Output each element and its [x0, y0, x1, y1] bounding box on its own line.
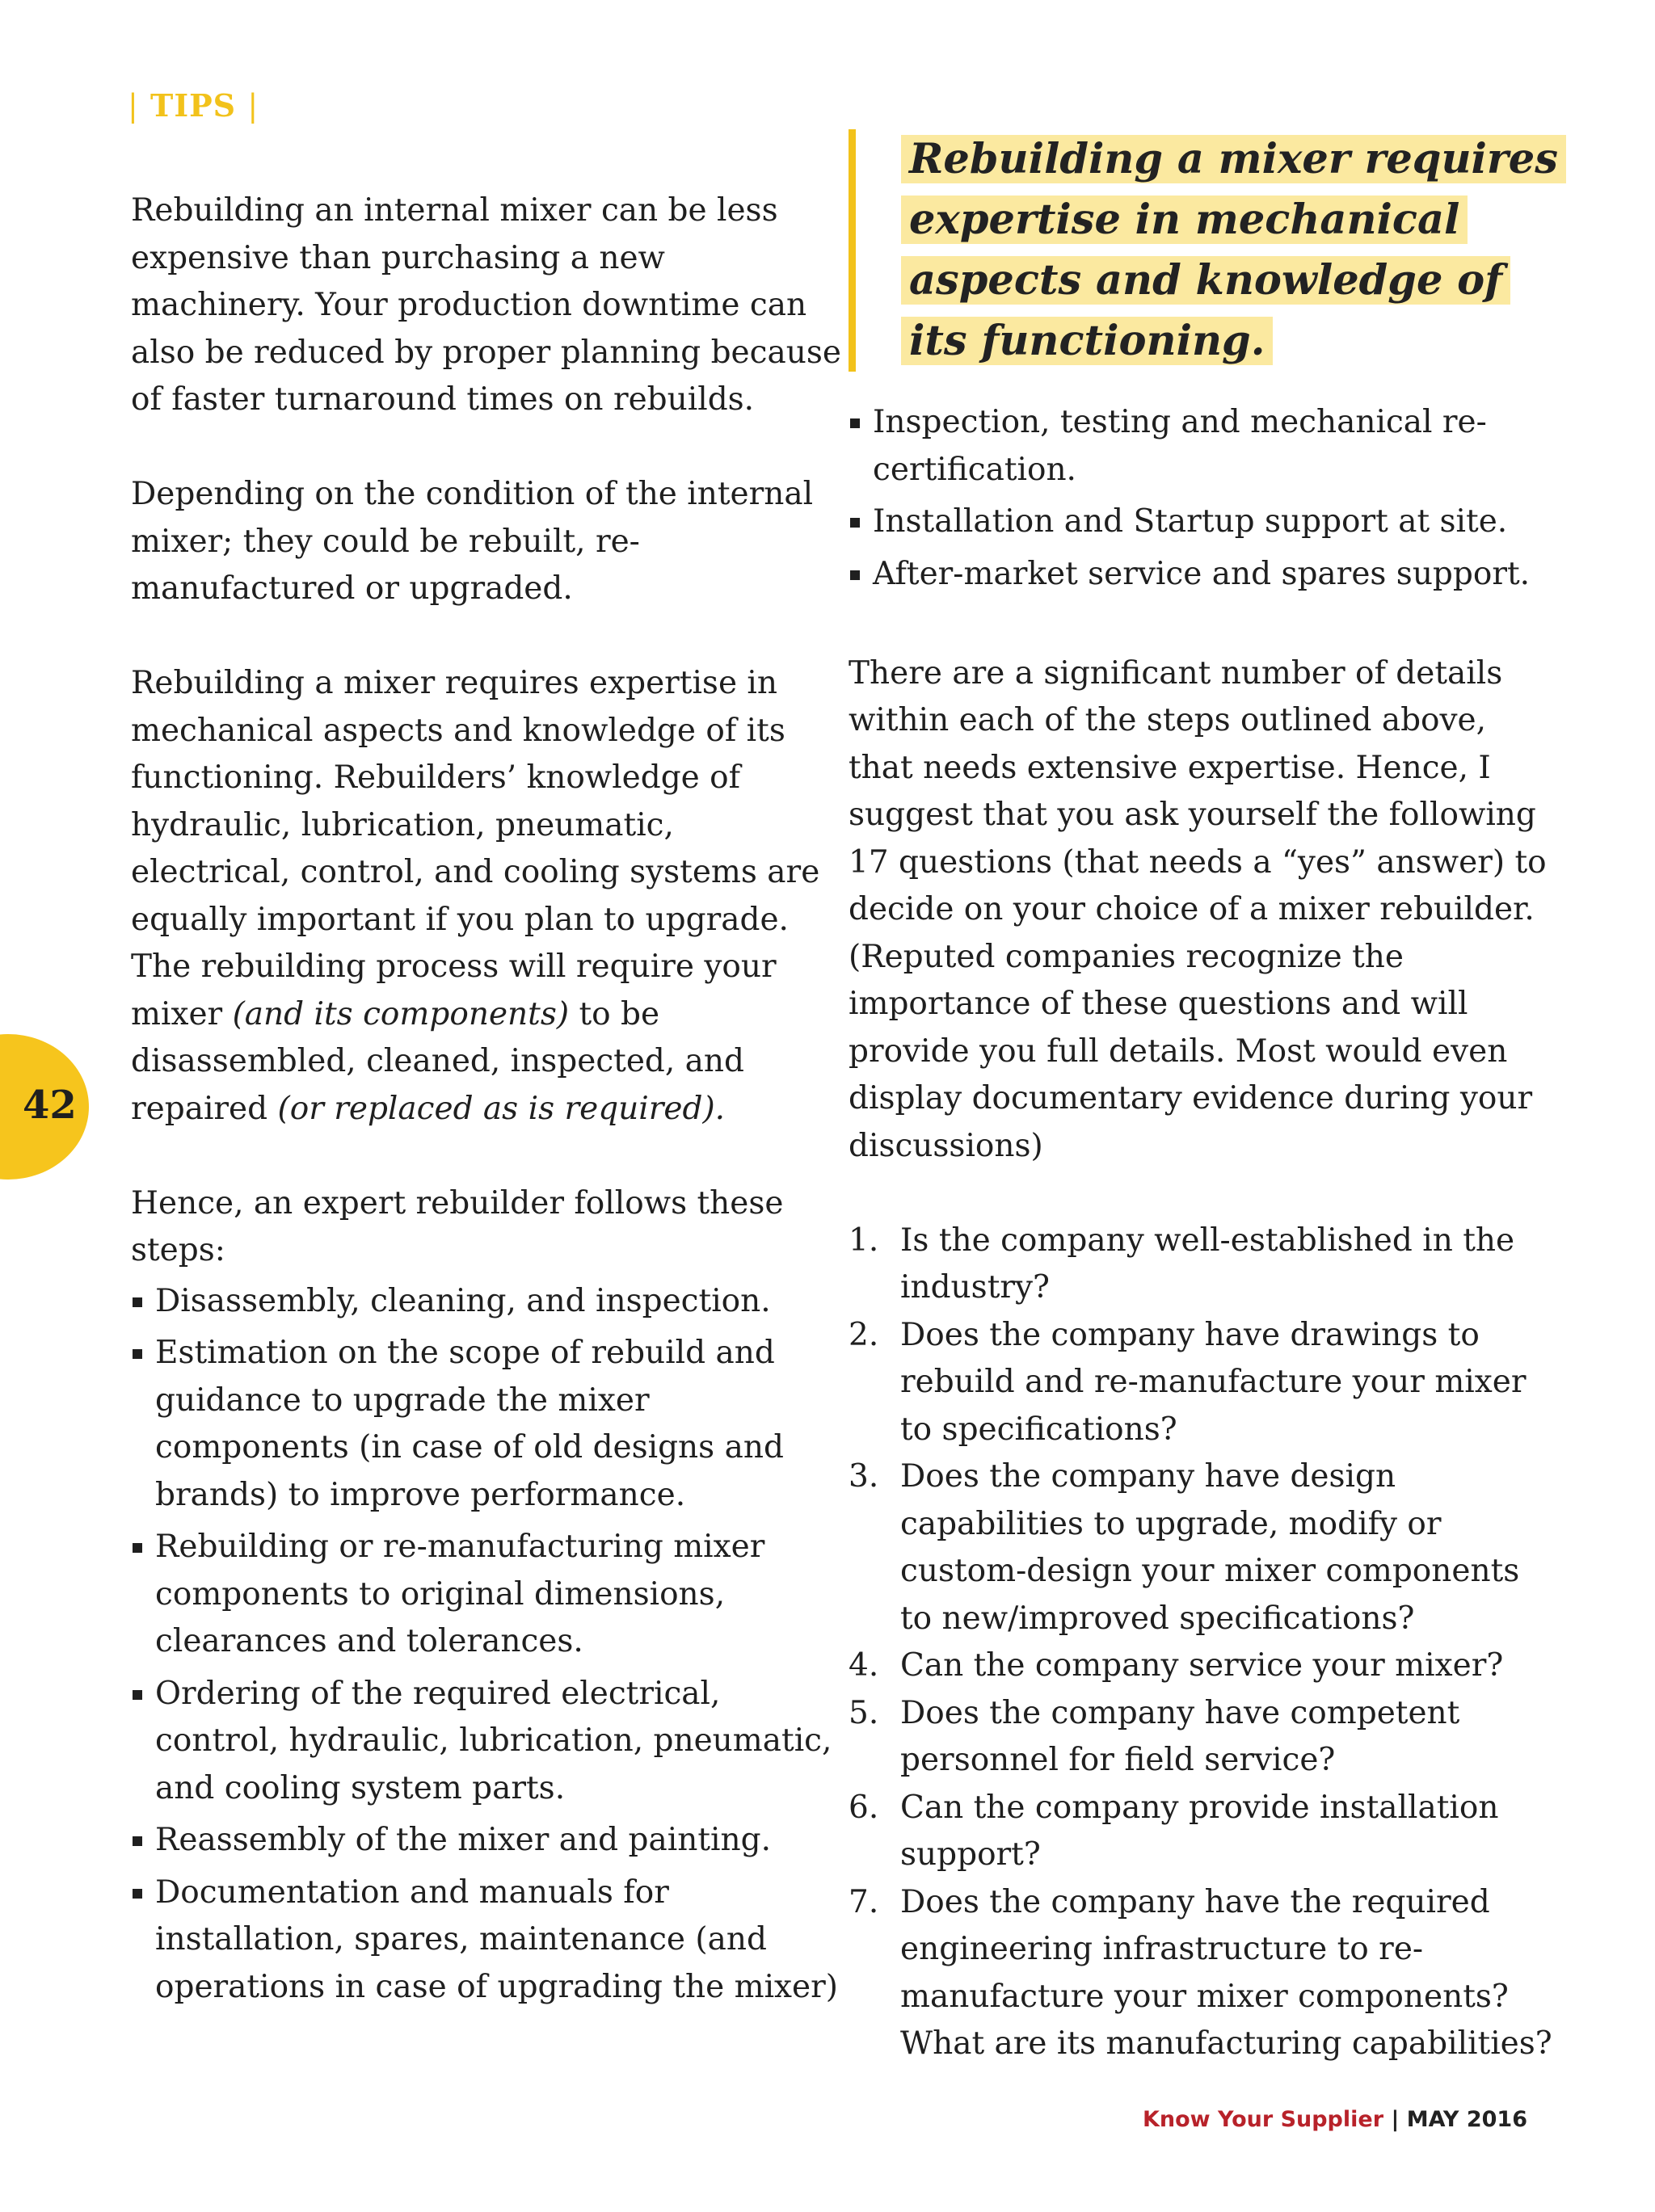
list-item: After-market service and spares support. [849, 551, 1560, 599]
footer-separator: | [1391, 2107, 1400, 2132]
list-item: 5. Does the company have competent personnel for field service? [849, 1694, 1460, 1778]
steps-list [131, 1278, 842, 2012]
list-item: 2. Does the company have drawings to rebuild and re-manufacture your mixer to specifications? [849, 1316, 1527, 1448]
pull-quote [849, 129, 1560, 372]
list-item: 6. Can the company provide installation support? [849, 1789, 1499, 1873]
questions-intro: There are a significant number of details within each of the steps outlined above, that needs extensive expertise. Hence, I suggest that you ask yourself the following 17 questions (that needs a “yes” answer) to decide on your choice of a mixer rebuilder. (Reputed companies recognize the importance of these questions and will provide you full details. Most would even display documentary evidence during your discussions) [849, 654, 1547, 1164]
condition-paragraph: Depending on the condition of the internal mixer; they could be rebuilt, re-manufactured or upgraded. [131, 476, 814, 607]
list-item: Estimation on the scope of rebuild and guidance to upgrade the mixer components (in case of old designs and brands) to improve performance. [131, 1330, 842, 1519]
list-item: Reassembly of the mixer and painting. [131, 1817, 842, 1865]
section-tag [128, 87, 259, 124]
list-item: 7. Does the company have the required engineering infrastructure to re-manufacture your mixer components? What are its manufacturing capabilities? [849, 1883, 1552, 2062]
left-column [131, 187, 842, 2016]
pull-quote-text: Rebuilding a mixer requires expertise in mechanical aspects and knowledge of its functioning. [901, 135, 1566, 365]
page-number: 42 [23, 1083, 77, 1128]
list-item: Disassembly, cleaning, and inspection. [131, 1278, 842, 1326]
steps-intro: Hence, an expert rebuilder follows these steps: [131, 1184, 784, 1268]
section-bar-left: | [128, 88, 139, 124]
list-item: Inspection, testing and mechanical re-certification. [849, 399, 1560, 494]
list-item: Installation and Startup support at site. [849, 498, 1560, 546]
list-item: 3. Does the company have design capabilities to upgrade, modify or custom-design your mixer components to new/improved specifications? [849, 1458, 1520, 1637]
expertise-paragraph: Rebuilding a mixer requires expertise in mechanical aspects and knowledge of its functioning. Rebuilders’ knowledge of hydraulic, lubrication, pneumatic, electrical, control, and cooling systems are equally important if you plan to upgrade. The rebuilding process will require your mixer (and its components) to be disassembled, cleaned, inspected, and repaired (or replaced as is required). [131, 665, 820, 1127]
steps-list-continued [849, 399, 1560, 598]
list-item: 4. Can the company service your mixer? [849, 1647, 1504, 1684]
list-item: Ordering of the required electrical, control, hydraulic, lubrication, pneumatic, and cooling system parts. [131, 1671, 842, 1813]
section-label: TIPS [150, 87, 237, 124]
questions-list [849, 1217, 1560, 2068]
list-item: 1. Is the company well-established in the industry? [849, 1222, 1515, 1306]
footer [1143, 2107, 1527, 2132]
right-column [849, 396, 1560, 2068]
publication-name: Know Your Supplier [1142, 2107, 1384, 2132]
intro-paragraph: Rebuilding an internal mixer can be less expensive than purchasing a new machinery. Your production downtime can also be reduced by proper planning because of faster turnaround times on rebuilds. [131, 192, 841, 418]
list-item: Rebuilding or re-manufacturing mixer components to original dimensions, clearances and tolerances. [131, 1524, 842, 1666]
list-item: Documentation and manuals for installation, spares, maintenance (and operations in case of upgrading the mixer) [131, 1869, 842, 2012]
issue-date: MAY 2016 [1406, 2107, 1527, 2132]
section-bar-right: | [247, 88, 259, 124]
